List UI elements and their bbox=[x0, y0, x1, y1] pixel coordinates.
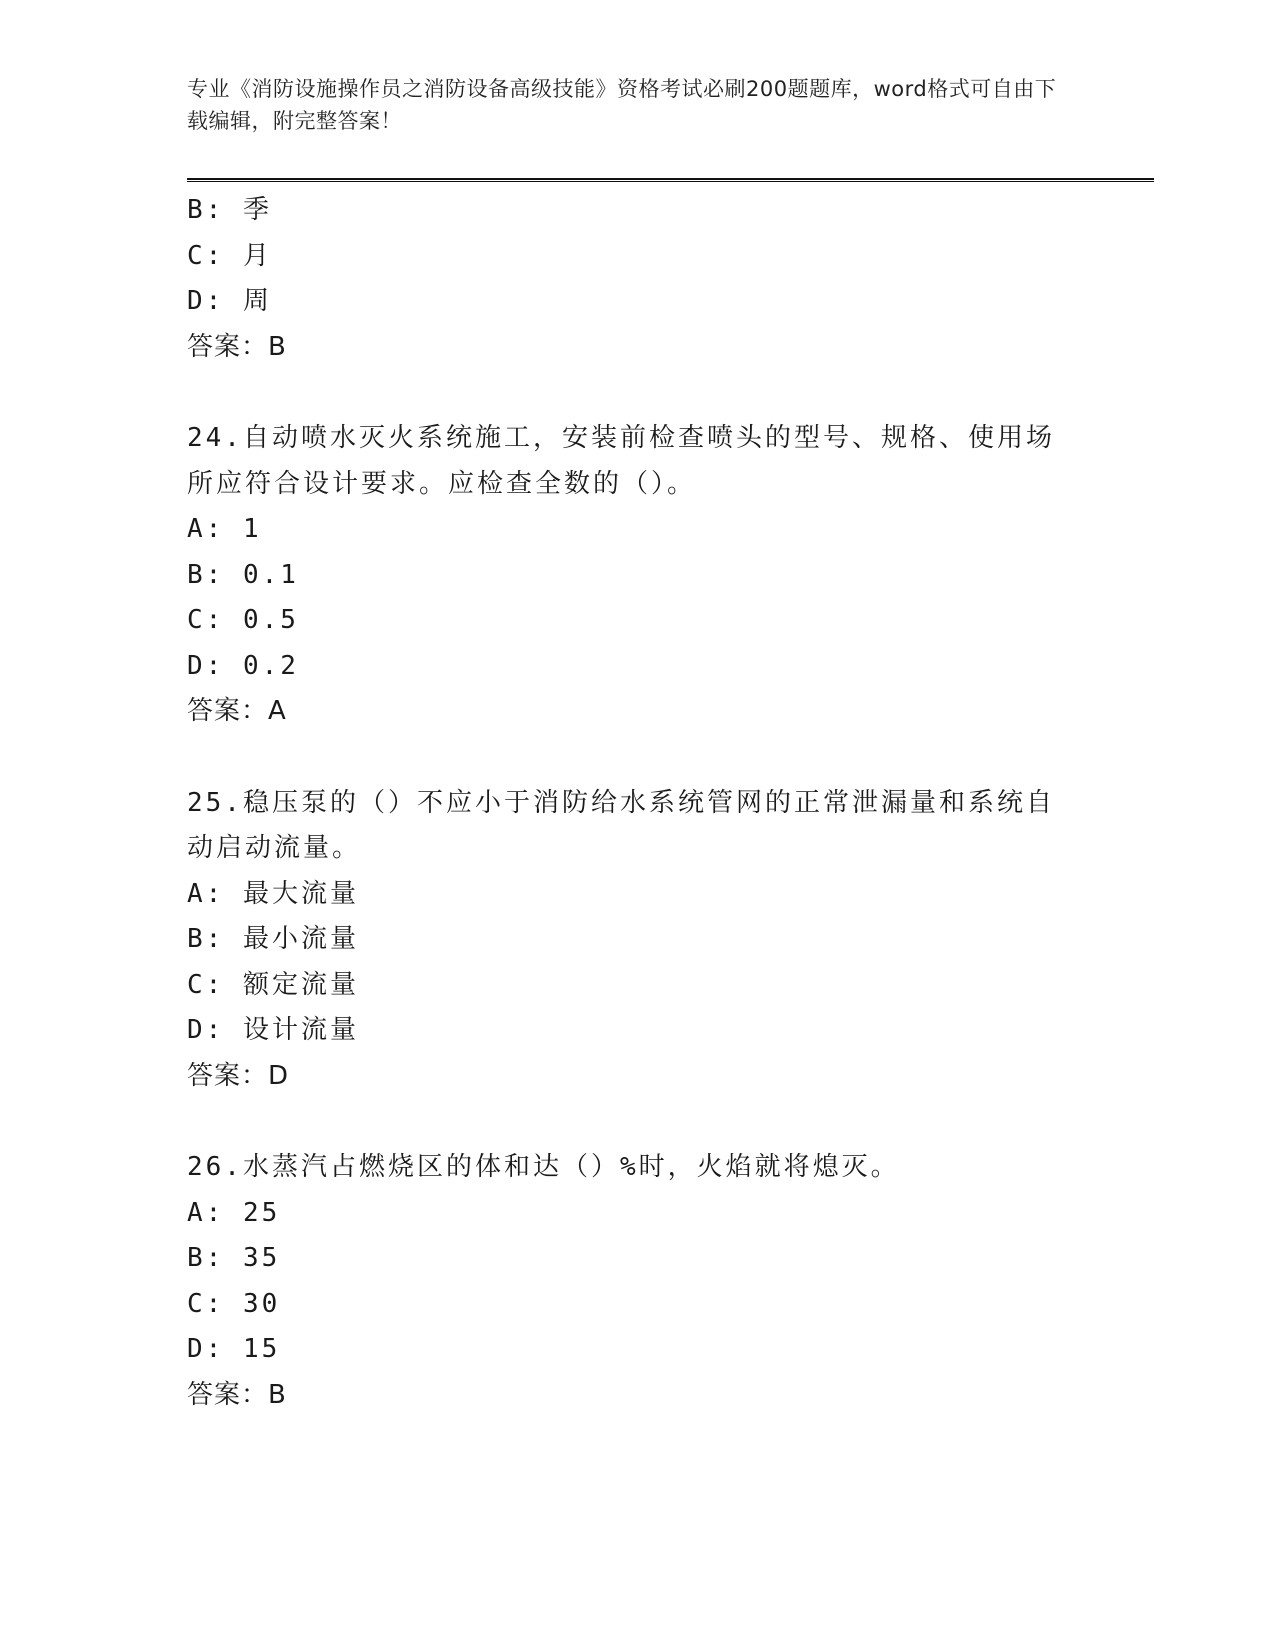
question-25 bbox=[187, 781, 1087, 1100]
question-24 bbox=[187, 416, 1087, 735]
question-content bbox=[187, 188, 1087, 1418]
question-text: 26.水蒸汽占燃烧区的体和达（）%时，火焰就将熄灭。 bbox=[187, 1152, 900, 1182]
option: B: 35 bbox=[187, 1243, 281, 1273]
answer-line: 答案：A bbox=[187, 696, 287, 726]
option: A: 最大流量 bbox=[187, 878, 359, 909]
question-text: 25.稳压泵的（）不应小于消防给水系统管网的正常泄漏量和系统自动启动流量。 bbox=[187, 787, 1055, 863]
option: D: 设计流量 bbox=[187, 1015, 359, 1045]
option: B: 最小流量 bbox=[187, 924, 359, 954]
option: A: 1 bbox=[187, 514, 262, 544]
option: A: 25 bbox=[187, 1197, 281, 1228]
option: C: 额定流量 bbox=[187, 969, 359, 1000]
option: C: 0.5 bbox=[187, 605, 299, 635]
option: C: 30 bbox=[187, 1288, 281, 1319]
option: D: 15 bbox=[187, 1334, 281, 1364]
option: D: 周 bbox=[187, 286, 272, 316]
option: C: 月 bbox=[187, 240, 272, 271]
answer-line: 答案：B bbox=[187, 331, 287, 362]
previous-question-block bbox=[187, 188, 1087, 370]
option: B: 季 bbox=[187, 195, 272, 225]
header-divider bbox=[187, 178, 1154, 182]
answer-line: 答案：B bbox=[187, 1379, 287, 1410]
page-header: 专业《消防设施操作员之消防设备高级技能》资格考试必刷200题题库，word格式可自由下载编辑，附完整答案！ bbox=[187, 77, 1057, 133]
option: D: 0.2 bbox=[187, 650, 299, 681]
option: B: 0.1 bbox=[187, 559, 299, 590]
question-26 bbox=[187, 1145, 1087, 1418]
answer-line: 答案：D bbox=[187, 1060, 290, 1091]
question-text: 24.自动喷水灭火系统施工，安装前检查喷头的型号、规格、使用场所应符合设计要求。应检查全数的（）。 bbox=[187, 423, 1055, 499]
